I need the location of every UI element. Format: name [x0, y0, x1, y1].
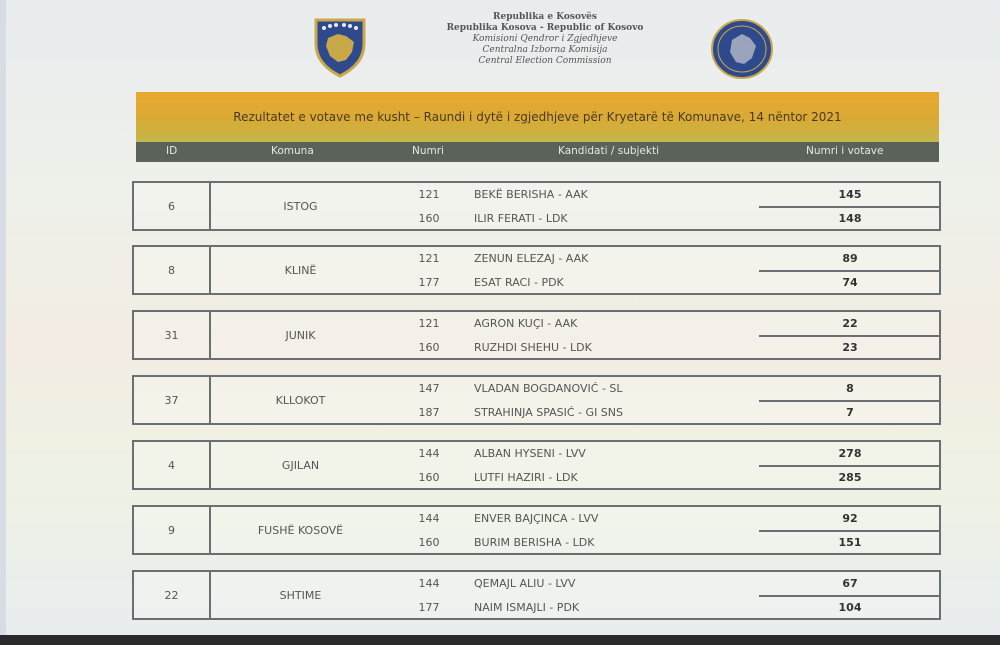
candidate-name: ILIR FERATI - LDK	[474, 212, 568, 225]
column-header-kandidati: Kandidati / subjekti	[558, 145, 660, 157]
header-line-5: Central Election Commission	[478, 56, 612, 66]
vote-count: 92	[842, 512, 858, 525]
municipality-name: GJILAN	[281, 458, 320, 472]
municipality-name: KLINË	[284, 263, 317, 277]
header-line-4: Centralna Izborna Komisija	[482, 45, 608, 55]
vote-count: 7	[846, 406, 854, 419]
vote-count: 285	[838, 471, 862, 484]
municipality-name: FUSHË KOSOVË	[257, 523, 344, 537]
header-line-3: Komisioni Qendror i Zgjedhjeve	[472, 34, 618, 44]
votes-divider	[759, 530, 941, 532]
candidate-name: ESAT RACI - PDK	[474, 276, 564, 289]
candidate-name: LUTFI HAZIRI - LDK	[474, 471, 578, 484]
votes-divider	[759, 206, 941, 208]
result-group	[132, 181, 941, 231]
candidate-number: 160	[418, 341, 440, 354]
vote-count: 67	[842, 577, 858, 590]
candidate-number: 121	[418, 317, 440, 330]
vote-count: 74	[842, 276, 858, 289]
result-group	[132, 440, 941, 490]
candidate-number: 121	[418, 188, 440, 201]
header	[0, 8, 1000, 88]
municipality-name: ISTOG	[283, 199, 318, 213]
votes-divider	[759, 335, 941, 337]
municipality-name: KLLOKOT	[275, 393, 326, 407]
vote-count: 8	[846, 382, 854, 395]
header-line-2: Republika Kosova - Republic of Kosovo	[446, 23, 644, 33]
column-header-numri: Numri	[412, 145, 444, 157]
header-line-1: Republika e Kosovës	[493, 12, 597, 22]
municipality-name: SHTIME	[279, 588, 322, 602]
candidate-number: 187	[418, 406, 440, 419]
candidate-number: 177	[418, 276, 440, 289]
vote-count: 145	[838, 188, 862, 201]
candidate-name: ALBAN HYSENI - LVV	[474, 447, 586, 460]
result-group	[132, 505, 941, 555]
result-group	[132, 375, 941, 425]
candidate-number: 147	[418, 382, 440, 395]
candidate-name: AGRON KUÇI - AAK	[474, 317, 578, 330]
municipality-name: JUNIK	[285, 328, 316, 342]
votes-divider	[759, 400, 941, 402]
column-header-komuna: Komuna	[271, 145, 314, 157]
vote-count: 89	[842, 252, 858, 265]
kosovo-coat-of-arms-icon	[308, 14, 372, 78]
table-title: Rezultatet e votave me kusht – Raundi i dytë i zgjedhjeve për Kryetarë të Komunave, 14 nëntor 2021	[136, 92, 939, 142]
vote-count: 104	[838, 601, 862, 614]
result-group	[132, 570, 941, 620]
vote-count: 278	[838, 447, 862, 460]
screen-bezel	[0, 635, 1000, 645]
candidate-name: RUZHDI SHEHU - LDK	[474, 341, 592, 354]
municipality-id: 8	[134, 247, 211, 293]
result-group	[132, 310, 941, 360]
candidate-name: BEKË BERISHA - AAK	[474, 188, 588, 201]
candidate-number: 144	[418, 512, 440, 525]
candidate-name: NAIM ISMAJLI - PDK	[474, 601, 580, 614]
candidate-number: 144	[418, 447, 440, 460]
candidate-number: 160	[418, 471, 440, 484]
vote-count: 23	[842, 341, 858, 354]
municipality-id: 9	[134, 507, 211, 553]
agency-name-block	[440, 12, 650, 67]
candidate-name: ENVER BAJÇINCA - LVV	[474, 512, 599, 525]
candidate-name: QEMAJL ALIU - LVV	[474, 577, 576, 590]
candidate-number: 144	[418, 577, 440, 590]
screen-edge	[0, 0, 6, 645]
municipality-id: 37	[134, 377, 211, 423]
candidate-name: STRAHINJA SPASIĆ - GI SNS	[474, 406, 624, 419]
candidate-number: 160	[418, 212, 440, 225]
candidate-name: VLADAN BOGDANOVIĆ - SL	[474, 382, 623, 395]
candidate-number: 160	[418, 536, 440, 549]
votes-divider	[759, 270, 941, 272]
municipality-id: 4	[134, 442, 211, 488]
municipality-id: 6	[134, 183, 211, 229]
column-header-row	[136, 142, 939, 162]
vote-count: 22	[842, 317, 858, 330]
candidate-name: ZENUN ELEZAJ - AAK	[474, 252, 589, 265]
candidate-number: 121	[418, 252, 440, 265]
result-group	[132, 245, 941, 295]
candidate-number: 177	[418, 601, 440, 614]
cec-emblem-icon	[710, 18, 774, 80]
vote-count: 148	[838, 212, 862, 225]
municipality-id: 31	[134, 312, 211, 358]
municipality-id: 22	[134, 572, 211, 618]
vote-count: 151	[838, 536, 862, 549]
votes-divider	[759, 595, 941, 597]
column-header-votat: Numri i votave	[806, 145, 884, 157]
candidate-name: BURIM BERISHA - LDK	[474, 536, 595, 549]
votes-divider	[759, 465, 941, 467]
column-header-id: ID	[166, 145, 178, 157]
